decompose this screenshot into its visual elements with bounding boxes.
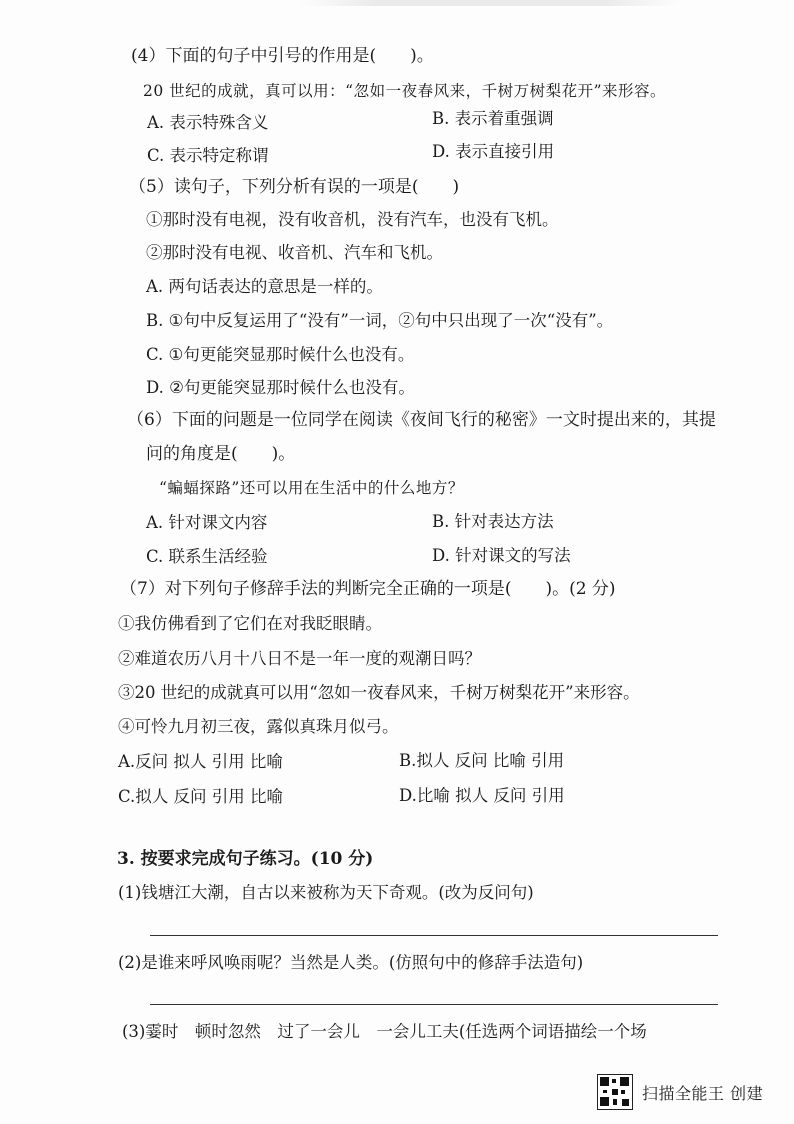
q7-sentence-2: ②难道农历八月十八日不是一年一度的观潮日吗？ (118, 649, 481, 668)
q7-sentence-3: ③20 世纪的成就真可以用“忽如一夜春风来，千树万树梨花开”来形容。 (118, 683, 640, 702)
q4-quote: 20 世纪的成就，真可以用：“忽如一夜春风来，千树万树梨花开”来形容。 (143, 82, 667, 100)
qr-code-icon (597, 1074, 633, 1110)
scanner-watermark (597, 1074, 763, 1110)
q7-option-d: D.比喻 拟人 反问 引用 (399, 786, 565, 805)
q6-quote: “蝙蝠探路”还可以用在生活中的什么地方？ (159, 479, 464, 497)
scan-artifact (300, 0, 680, 6)
q7-option-b: B.拟人 反问 比喻 引用 (399, 751, 565, 770)
q5-option-b: B. ①句中反复运用了“没有”一词，②句中只出现了一次“没有”。 (146, 311, 614, 330)
section3-item-1: (1)钱塘江大潮，自古以来被称为天下奇观。(改为反问句) (118, 883, 534, 902)
q4-option-c: C. 表示特定称谓 (147, 146, 269, 165)
q5-sentence-1: ①那时没有电视，没有收音机，没有汽车，也没有飞机。 (146, 210, 559, 229)
q6-option-a: A. 针对课文内容 (146, 513, 268, 532)
q6-option-c: C. 联系生活经验 (146, 547, 268, 566)
q7-option-a: A.反问 拟人 引用 比喻 (118, 752, 283, 771)
q4-option-b: B. 表示着重强调 (432, 109, 554, 128)
watermark-text: 扫描全能王 创建 (642, 1083, 764, 1103)
q5-option-c: C. ①句更能突显那时候什么也没有。 (146, 345, 415, 364)
q6-option-d: D. 针对课文的写法 (432, 546, 571, 565)
q5-option-d: D. ②句更能突显那时候什么也没有。 (146, 378, 415, 397)
section3-item-2: (2)是谁来呼风唤雨呢？当然是人类。(仿照句中的修辞手法造句) (118, 953, 584, 972)
q5-sentence-2: ②那时没有电视、收音机、汽车和飞机。 (146, 243, 443, 262)
q7-option-c: C.拟人 反问 引用 比喻 (118, 787, 284, 806)
q4-option-a: A. 表示特殊含义 (147, 113, 269, 132)
section3-item-3: (3)霎时 顿时忽然 过了一会儿 一会儿工夫(任选两个词语描绘一个场 (122, 1022, 647, 1041)
section3-title: 3. 按要求完成句子练习。(10 分) (117, 849, 374, 869)
q5-option-a: A. 两句话表达的意思是一样的。 (146, 277, 383, 296)
q5-stem: （5）读句子，下列分析有误的一项是( ) (129, 177, 460, 197)
q7-stem: （7）对下列句子修辞手法的判断完全正确的一项是( )。(2 分) (120, 579, 616, 599)
q6-stem-line1: （6）下面的问题是一位同学在阅读《夜间飞行的秘密》一文时提出来的，其提 (127, 410, 716, 430)
q7-sentence-1: ①我仿佛看到了它们在对我眨眼睛。 (118, 614, 382, 633)
answer-line-2[interactable] (150, 1004, 718, 1005)
q4-option-d: D. 表示直接引用 (432, 142, 555, 161)
q4-stem: (4）下面的句子中引号的作用是( )。 (131, 46, 434, 66)
q7-sentence-4: ④可怜九月初三夜，露似真珠月似弓。 (118, 717, 399, 736)
q6-stem-line2: 问的角度是( )。 (146, 444, 296, 464)
q6-option-b: B. 针对表达方法 (432, 512, 554, 531)
answer-line-1[interactable] (150, 935, 718, 936)
